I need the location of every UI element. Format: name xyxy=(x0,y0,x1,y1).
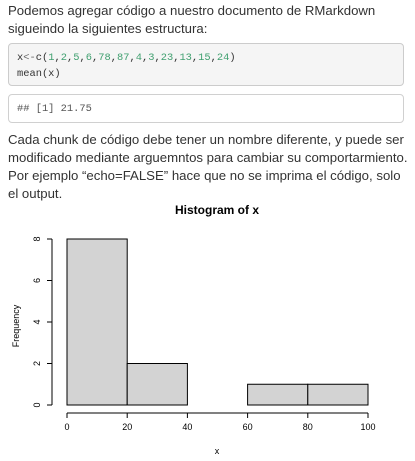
code-arg: 23 xyxy=(160,52,174,64)
code-arg: 15 xyxy=(198,52,211,64)
histogram-bar xyxy=(308,384,368,405)
x-tick-label: 100 xyxy=(360,422,376,432)
x-axis-label: x xyxy=(214,446,220,456)
code-arg: 87 xyxy=(116,52,130,64)
x-tick-label: 0 xyxy=(64,422,70,432)
code-arg: 78 xyxy=(98,52,111,64)
code-arg: 3 xyxy=(148,52,155,64)
y-tick-label: 2 xyxy=(32,360,42,367)
histogram-bar xyxy=(127,364,187,406)
histogram-bar xyxy=(248,384,308,405)
code-line-2: mean(x) xyxy=(17,68,61,80)
code-chunk xyxy=(8,43,404,86)
code-fn: c xyxy=(35,52,42,64)
code-arg: 6 xyxy=(85,52,92,64)
y-tick-label: 0 xyxy=(32,402,42,408)
y-tick-label: 8 xyxy=(32,236,42,242)
code-arg: 4 xyxy=(135,52,142,64)
y-tick-label: 6 xyxy=(32,277,42,284)
y-tick-label: 4 xyxy=(32,319,42,325)
code-arg: 2 xyxy=(60,52,67,64)
code-args: 1,2,5,6,78,87,4,3,23,13,15,24 xyxy=(48,52,230,64)
code-assign: <- xyxy=(23,52,36,64)
x-tick-label: 80 xyxy=(302,422,313,432)
intro-paragraph: Podemos agregar código a nuestro documento de RMarkdown sigueindo la siguientes estructura: xyxy=(8,3,376,36)
x-tick-label: 20 xyxy=(122,422,133,432)
x-tick-label: 60 xyxy=(242,422,253,432)
chart-title: Histogram of x xyxy=(174,203,260,217)
code-arg: 13 xyxy=(179,52,192,64)
histogram-bar xyxy=(67,239,127,405)
x-tick-label: 40 xyxy=(182,422,193,432)
output-chunk: ## [1] 21.75 xyxy=(8,94,404,123)
y-axis-label: Frequency xyxy=(11,304,21,348)
code-arg: 24 xyxy=(216,52,230,64)
code-var: x xyxy=(17,52,24,64)
explanation-paragraph: Cada chunk de código debe tener un nombre diferente, y puede ser modificado mediante arguemntos para cambiar su comportarmiento. Por ejemplo “echo=FALSE” hace que no se imprima el código, solo el output. xyxy=(8,132,408,201)
code-line-1: x<-c(1,2,5,6,78,87,4,3,23,13,15,24) xyxy=(17,52,236,64)
histogram-chart xyxy=(0,196,415,461)
code-arg: 5 xyxy=(73,52,80,64)
code-arg: 1 xyxy=(48,52,55,64)
